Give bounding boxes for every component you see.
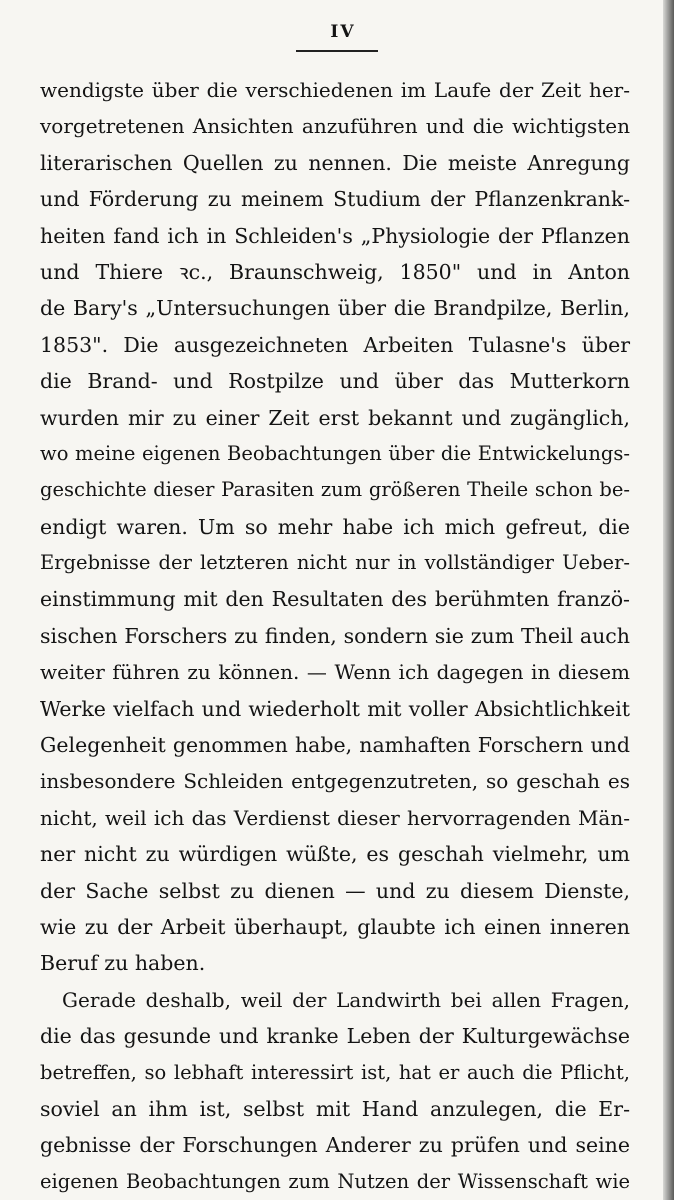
- text-line: und Thiere ꝛc., Braunschweig, 1850" und in Anton: [40, 259, 630, 284]
- text-line: vorgetretenen Ansichten anzuführen und die wichtigsten: [40, 114, 630, 139]
- text-line: literarischen Quellen zu nennen. Die meiste Anregung: [40, 150, 630, 175]
- text-line: einstimmung mit den Resultaten des berühmten franzö-: [40, 587, 630, 612]
- text-line: eigenen Beobachtungen zum Nutzen der Wissenschaft wie: [40, 1169, 630, 1193]
- text-line: heiten fand ich in Schleiden's „Physiologie der Pflanzen: [40, 223, 630, 248]
- paragraph: [40, 72, 630, 982]
- text-line: der Sache selbst zu dienen — und zu diesem Dienste,: [40, 878, 630, 903]
- text-line: Gelegenheit genommen habe, namhaften Forschern und: [40, 733, 630, 758]
- text-line: endigt waren. Um so mehr habe ich mich gefreut, die: [40, 514, 630, 539]
- text-line: sischen Forschers zu finden, sondern sie zum Theil auch: [40, 623, 630, 648]
- text-line: soviel an ihm ist, selbst mit Hand anzulegen, die Er-: [40, 1096, 630, 1121]
- text-line: gebnisse der Forschungen Anderer zu prüfen und seine: [40, 1133, 630, 1158]
- text-line: Werke vielfach und wiederholt mit voller Absichtlichkeit: [40, 696, 630, 721]
- text-line: weiter führen zu können. — Wenn ich dagegen in diesem: [40, 660, 630, 685]
- text-line: wo meine eigenen Beobachtungen über die Entwickelungs-: [40, 441, 630, 465]
- body-text: [40, 72, 630, 1200]
- text-line: de Bary's „Untersuchungen über die Brandpilze, Berlin,: [40, 296, 630, 321]
- page-edge-shadow: [663, 0, 674, 1200]
- text-line: die Brand- und Rostpilze und über das Mutterkorn: [40, 369, 630, 394]
- text-line: Gerade deshalb, weil der Landwirth bei allen Fragen,: [62, 987, 630, 1012]
- text-line: Beruf zu haben.: [40, 951, 206, 976]
- text-line: wendigste über die verschiedenen im Laufe der Zeit her-: [40, 78, 630, 102]
- text-line: nicht, weil ich das Verdienst dieser hervorragenden Män-: [40, 805, 630, 830]
- header-rule: [296, 50, 378, 52]
- text-line: die das gesunde und kranke Leben der Kulturgewächse: [40, 1024, 630, 1049]
- text-line: wurden mir zu einer Zeit erst bekannt und zugänglich,: [40, 405, 630, 430]
- page-number: IV: [330, 22, 356, 42]
- text-line: geschichte dieser Parasiten zum größeren Theile schon be-: [40, 478, 630, 502]
- text-line: und Förderung zu meinem Studium der Pflanzenkrank-: [40, 187, 630, 212]
- text-line: wie zu der Arbeit überhaupt, glaubte ich einen inneren: [40, 914, 630, 939]
- text-line: Ergebnisse der letzteren nicht nur in vollständiger Ueber-: [40, 551, 630, 575]
- text-line: insbesondere Schleiden entgegenzutreten, so geschah es: [40, 769, 630, 794]
- page-header: [0, 22, 674, 42]
- paragraph: [40, 982, 630, 1200]
- text-line: ner nicht zu würdigen wüßte, es geschah vielmehr, um: [40, 842, 630, 867]
- text-line: betreffen, so lebhaft interessirt ist, hat er auch die Pflicht,: [40, 1060, 630, 1084]
- text-line: 1853". Die ausgezeichneten Arbeiten Tulasne's über: [40, 332, 630, 357]
